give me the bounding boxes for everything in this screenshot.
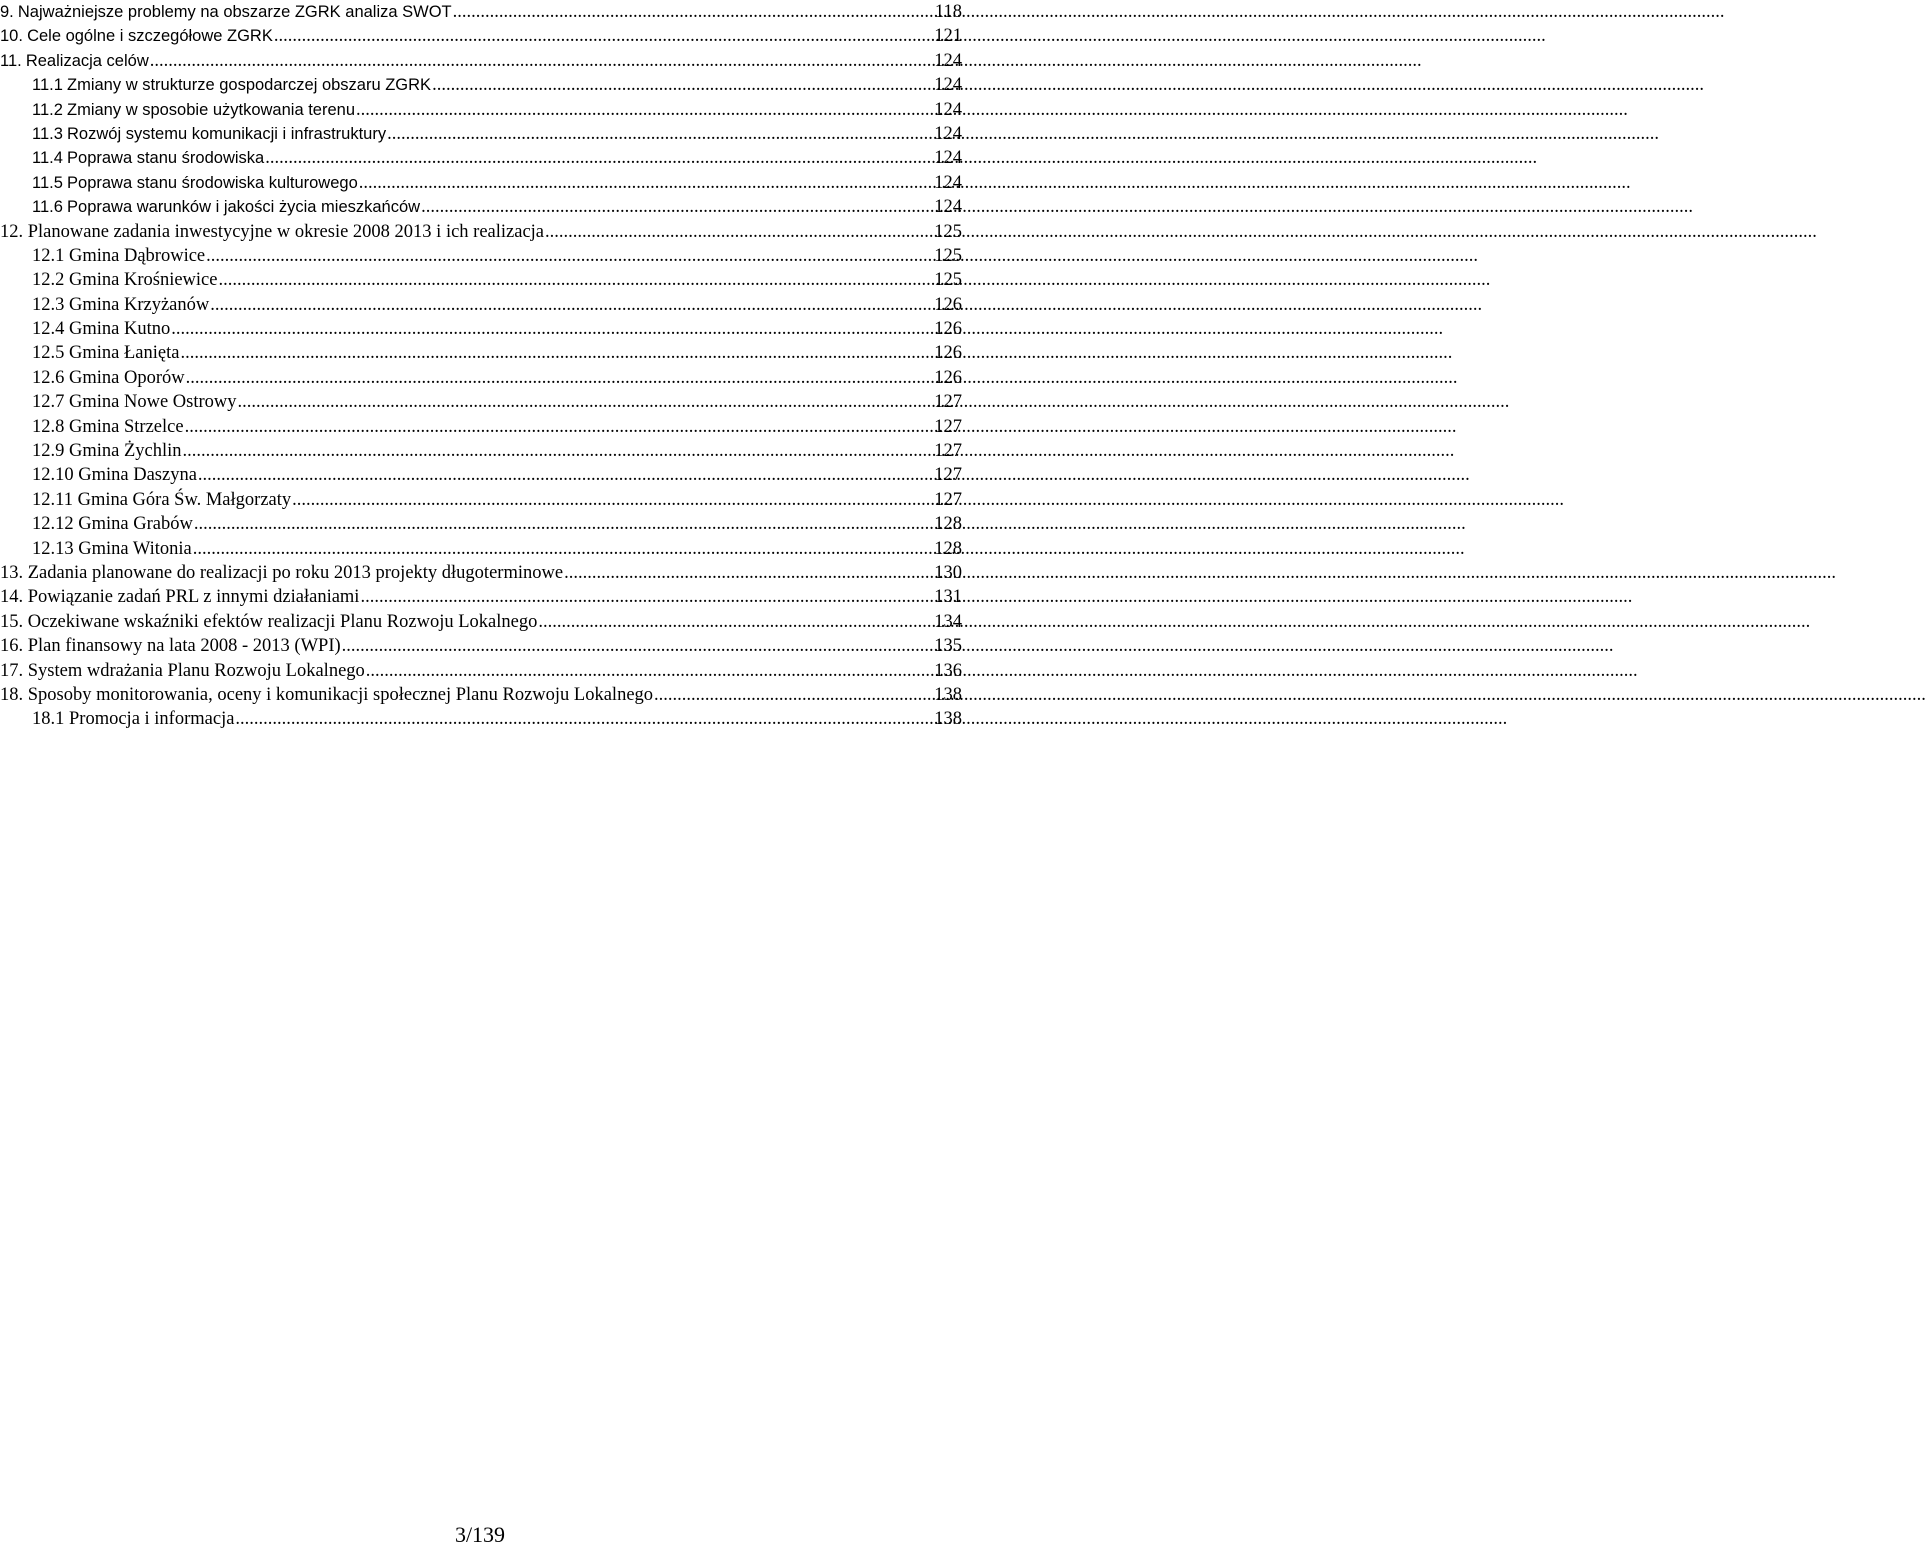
toc-entry-number: 14. [0,587,24,608]
dot-leader [235,707,933,731]
toc-entry[interactable] [0,585,962,609]
toc-entry-number: 16. [0,636,24,657]
toc-entry-page: 124 [934,99,962,120]
toc-entry-number: 12.5 [32,343,65,364]
toc-entry-text: Gmina Oporów [69,367,185,388]
toc-entry-number: 12.4 [32,319,65,340]
toc-entry[interactable] [0,366,962,390]
toc-entry[interactable] [0,49,962,73]
toc-entry-text: Rozwój systemu komunikacji i infrastruktury [67,124,387,143]
dot-leader [359,171,933,195]
toc-entry[interactable] [0,341,962,365]
toc-entry-title [32,439,182,463]
toc-entry[interactable] [0,220,962,244]
toc-entry-number: 11.4 [32,149,63,168]
toc-entry-page: 125 [934,270,962,291]
toc-entry-number: 11.3 [32,124,63,143]
toc-entry[interactable] [0,707,962,731]
toc-entry-text: Najważniejsze problemy na obszarze ZGRK analiza SWOT [17,3,452,21]
page-number: 3/139 [454,1522,506,1547]
dot-leader [183,439,934,463]
toc-entry-text: Powiązanie zadań PRL z innymi działaniami [27,587,360,608]
toc-entry-page: 136 [934,660,962,681]
toc-entry[interactable] [0,268,962,292]
toc-entry-title [0,0,452,24]
toc-entry-page: 127 [934,416,962,437]
toc-entry-text: Gmina Grabów [78,514,193,535]
toc-entry-text: Gmina Krośniewice [69,270,218,291]
dot-leader [545,220,933,244]
toc-entry-page: 124 [934,50,962,71]
toc-entry[interactable] [0,122,962,146]
toc-entry-title [32,537,192,561]
dot-leader [387,122,933,146]
table-of-contents [0,0,962,732]
toc-entry-title [32,293,209,317]
toc-entry-text: Promocja i informacja [69,709,235,730]
toc-entry-number: 12.10 [32,465,74,486]
toc-entry-title [32,512,193,536]
toc-entry-page: 138 [934,709,962,730]
toc-entry-title [32,488,291,512]
toc-entry[interactable] [0,244,962,268]
toc-entry-page: 138 [934,684,962,705]
toc-entry-page: 128 [934,514,962,535]
dot-leader [265,146,933,170]
toc-entry-title [32,390,237,414]
toc-entry-text: Cele ogólne i szczegółowe ZGRK [27,27,273,46]
toc-entry-title [32,341,179,365]
toc-entry-page: 125 [934,245,962,266]
toc-entry-text: Poprawa stanu środowiska [67,149,265,168]
toc-entry-text: Zadania planowane do realizacji po roku 2013 projekty długoterminowe [27,562,564,583]
toc-entry-title [32,146,264,170]
toc-entry-page: 126 [934,343,962,364]
toc-entry-title [0,634,341,658]
dot-leader [421,195,933,219]
dot-leader [432,73,933,97]
toc-entry-title [32,707,234,731]
toc-entry-number: 11. [0,51,22,70]
toc-entry-page: 134 [934,611,962,632]
toc-entry-page: 121 [934,26,962,47]
toc-entry-title [0,561,563,585]
toc-entry-text: Poprawa stanu środowiska kulturowego [67,173,358,192]
toc-entry-page: 118 [934,2,962,22]
toc-entry-number: 18.1 [32,709,65,730]
toc-entry[interactable] [0,463,962,487]
toc-entry[interactable] [0,634,962,658]
toc-entry-page: 127 [934,441,962,462]
dot-leader [654,683,933,707]
toc-entry-number: 12. [0,221,24,242]
toc-entry-text: Gmina Krzyżanów [69,294,210,315]
dot-leader [150,49,934,73]
toc-entry-page: 127 [934,392,962,413]
toc-entry-title [0,585,359,609]
toc-entry-title [0,610,537,634]
toc-entry[interactable] [0,415,962,439]
toc-entry-title [32,244,205,268]
toc-entry[interactable] [0,683,962,707]
dot-leader [292,488,933,512]
toc-entry-title [0,220,544,244]
toc-entry-page: 124 [934,123,962,144]
toc-entry-number: 12.3 [32,294,65,315]
toc-entry-number: 15. [0,611,24,632]
toc-entry-page: 125 [934,221,962,242]
toc-entry-number: 11.2 [32,100,63,119]
toc-entry-page: 126 [934,319,962,340]
toc-entry[interactable] [0,171,962,195]
dot-leader [210,293,933,317]
toc-entry[interactable] [0,0,962,24]
toc-entry-text: Poprawa warunków i jakości życia mieszkańców [67,198,421,217]
toc-entry[interactable] [0,610,962,634]
toc-entry-text: Gmina Kutno [69,319,171,340]
toc-entry-title [32,268,217,292]
toc-entry[interactable] [0,561,962,585]
toc-entry-title [32,122,386,146]
toc-entry-page: 130 [934,562,962,583]
dot-leader [238,390,934,414]
dot-leader [218,268,933,292]
dot-leader [193,537,934,561]
toc-entry-text: Planowane zadania inwestycyjne w okresie 2008 2013 i ich realizacja [27,221,545,242]
toc-entry-text: Gmina Strzelce [69,416,184,437]
toc-entry-number: 12.7 [32,392,65,413]
toc-entry-number: 11.6 [32,198,63,217]
toc-entry-text: System wdrażania Planu Rozwoju Lokalnego [27,660,365,681]
toc-entry-title [0,659,365,683]
toc-entry-number: 18. [0,684,24,705]
toc-entry[interactable] [0,293,962,317]
toc-entry-text: Sposoby monitorowania, oceny i komunikacji społecznej Planu Rozwoju Lokalnego [27,684,654,705]
toc-entry-page: 126 [934,367,962,388]
dot-leader [342,634,934,658]
dot-leader [194,512,933,536]
toc-entry-title [0,683,653,707]
toc-entry-number: 12.2 [32,270,65,291]
toc-entry-page: 135 [934,636,962,657]
toc-entry[interactable] [0,195,962,219]
toc-entry-text: Zmiany w strukturze gospodarczej obszaru ZGRK [67,76,432,95]
toc-entry-number: 11.1 [32,76,63,95]
dot-leader [564,561,933,585]
dot-leader [274,24,933,48]
toc-entry-page: 124 [934,172,962,193]
toc-entry-title [32,317,170,341]
dot-leader [171,317,933,341]
dot-leader [198,463,933,487]
toc-entry-text: Gmina Łanięta [69,343,180,364]
toc-entry-number: 12.9 [32,441,65,462]
toc-entry-text: Plan finansowy na lata 2008 - 2013 (WPI) [27,636,341,657]
toc-entry-text: Gmina Witonia [78,538,192,559]
toc-entry-number: 13. [0,562,24,583]
toc-entry-title [32,171,358,195]
toc-entry-page: 124 [934,75,962,96]
toc-entry[interactable] [0,512,962,536]
toc-entry-page: 124 [934,148,962,169]
toc-entry-text: Gmina Daszyna [78,465,197,486]
toc-entry-number: 12.8 [32,416,65,437]
toc-entry-title [0,49,149,73]
toc-entry-number: 9. [0,3,14,21]
toc-entry-text: Realizacja celów [25,51,149,70]
toc-entry[interactable] [0,73,962,97]
toc-entry-page: 127 [934,465,962,486]
toc-entry-number: 12.12 [32,514,74,535]
toc-entry[interactable] [0,317,962,341]
toc-entry-text: Gmina Nowe Ostrowy [69,392,237,413]
toc-entry-title [32,73,431,97]
toc-entry-page: 127 [934,489,962,510]
toc-entry-number: 17. [0,660,24,681]
toc-entry-title [32,415,184,439]
toc-entry-title [0,24,273,48]
toc-entry-title [32,195,420,219]
toc-entry-number: 12.1 [32,245,65,266]
dot-leader [453,0,934,24]
toc-entry-page: 124 [934,197,962,218]
toc-entry-number: 10. [0,27,23,46]
toc-entry-page: 128 [934,538,962,559]
toc-entry-title [32,98,355,122]
dot-leader [356,98,933,122]
toc-entry[interactable] [0,488,962,512]
toc-entry-page: 131 [934,587,962,608]
toc-entry-text: Gmina Żychlin [69,441,182,462]
dot-leader [186,366,934,390]
toc-entry[interactable] [0,537,962,561]
toc-entry[interactable] [0,659,962,683]
toc-entry-text: Zmiany w sposobie użytkowania terenu [67,100,355,119]
toc-entry-page: 126 [934,294,962,315]
toc-entry[interactable] [0,146,962,170]
dot-leader [366,659,933,683]
toc-entry-title [32,463,197,487]
toc-entry-number: 12.11 [32,489,73,510]
toc-entry[interactable] [0,390,962,414]
dot-leader [185,415,934,439]
toc-entry-text: Gmina Dąbrowice [69,245,206,266]
toc-entry-text: Oczekiwane wskaźniki efektów realizacji Planu Rozwoju Lokalnego [27,611,538,632]
toc-entry[interactable] [0,98,962,122]
toc-entry[interactable] [0,439,962,463]
toc-entry-number: 11.5 [32,173,63,192]
dot-leader [206,244,933,268]
toc-entry-title [32,366,185,390]
toc-entry[interactable] [0,24,962,48]
toc-entry-number: 12.6 [32,367,65,388]
toc-entry-text: Gmina Góra Św. Małgorzaty [77,489,292,510]
dot-leader [360,585,933,609]
dot-leader [180,341,933,365]
toc-entry-number: 12.13 [32,538,74,559]
dot-leader [538,610,933,634]
